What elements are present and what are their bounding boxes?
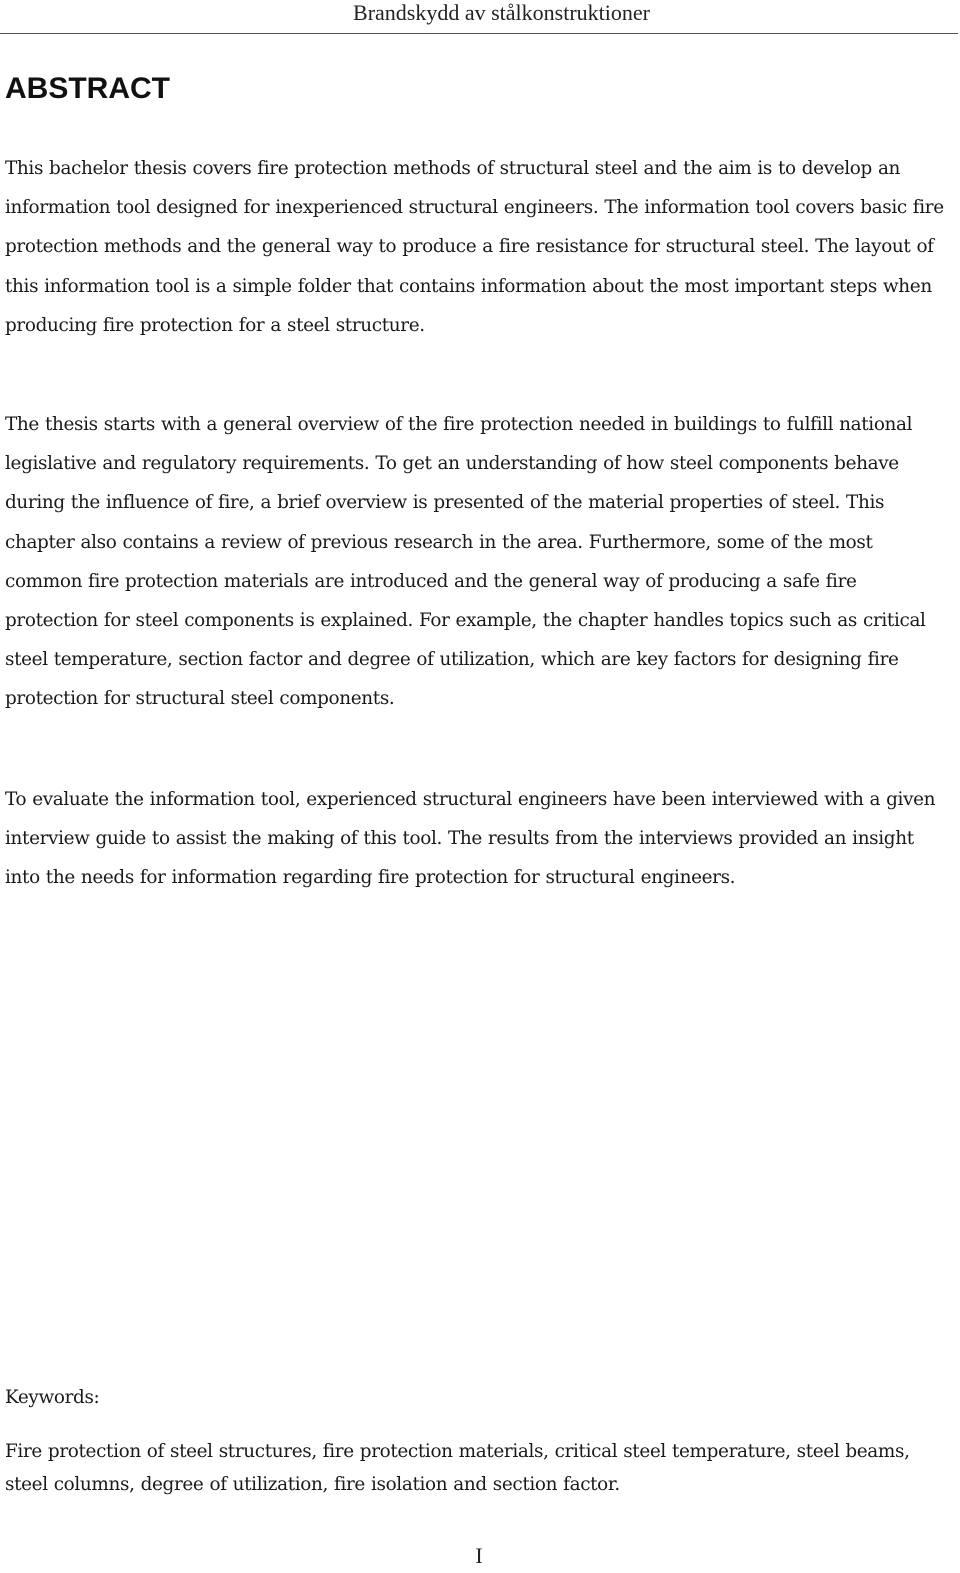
abstract-heading: ABSTRACT xyxy=(5,72,170,105)
running-header xyxy=(0,0,958,34)
keywords-list: Fire protection of steel structures, fire protection materials, critical steel temperature, steel beams, steel columns, degree of utilization, fire isolation and section factor. xyxy=(5,1441,910,1495)
page-number: I xyxy=(475,1543,483,1568)
abstract-paragraph-2: The thesis starts with a general overview of the fire protection needed in buildings to fulfill national legislative and regulatory requirements. To get an understanding of how steel components behave during the influence of fire, a brief overview is presented of the material properties of steel. This chapter also contains a review of previous research in the area. Furthermore, some of the most common fire protection materials are introduced and the general way of producing a safe fire protection for steel components is explained. For example, the chapter handles topics such as critical steel temperature, section factor and degree of utilization, which are key factors for designing fire protection for structural steel components. xyxy=(5,414,926,710)
abstract-paragraph-3: To evaluate the information tool, experienced structural engineers have been interviewed with a given interview guide to assist the making of this tool. The results from the interviews provided an insight into the needs for information regarding fire protection for structural engineers. xyxy=(5,789,936,889)
abstract-paragraph-1: This bachelor thesis covers fire protection methods of structural steel and the aim is to develop an information tool designed for inexperienced structural engineers. The information tool covers basic fire protection methods and the general way to produce a fire resistance for structural steel. The layout of this information tool is a simple folder that contains information about the most important steps when producing fire protection for a steel structure. xyxy=(5,158,944,336)
keywords-label: Keywords: xyxy=(5,1387,100,1408)
running-header-title: Brandskydd av stålkonstruktioner xyxy=(353,0,650,25)
